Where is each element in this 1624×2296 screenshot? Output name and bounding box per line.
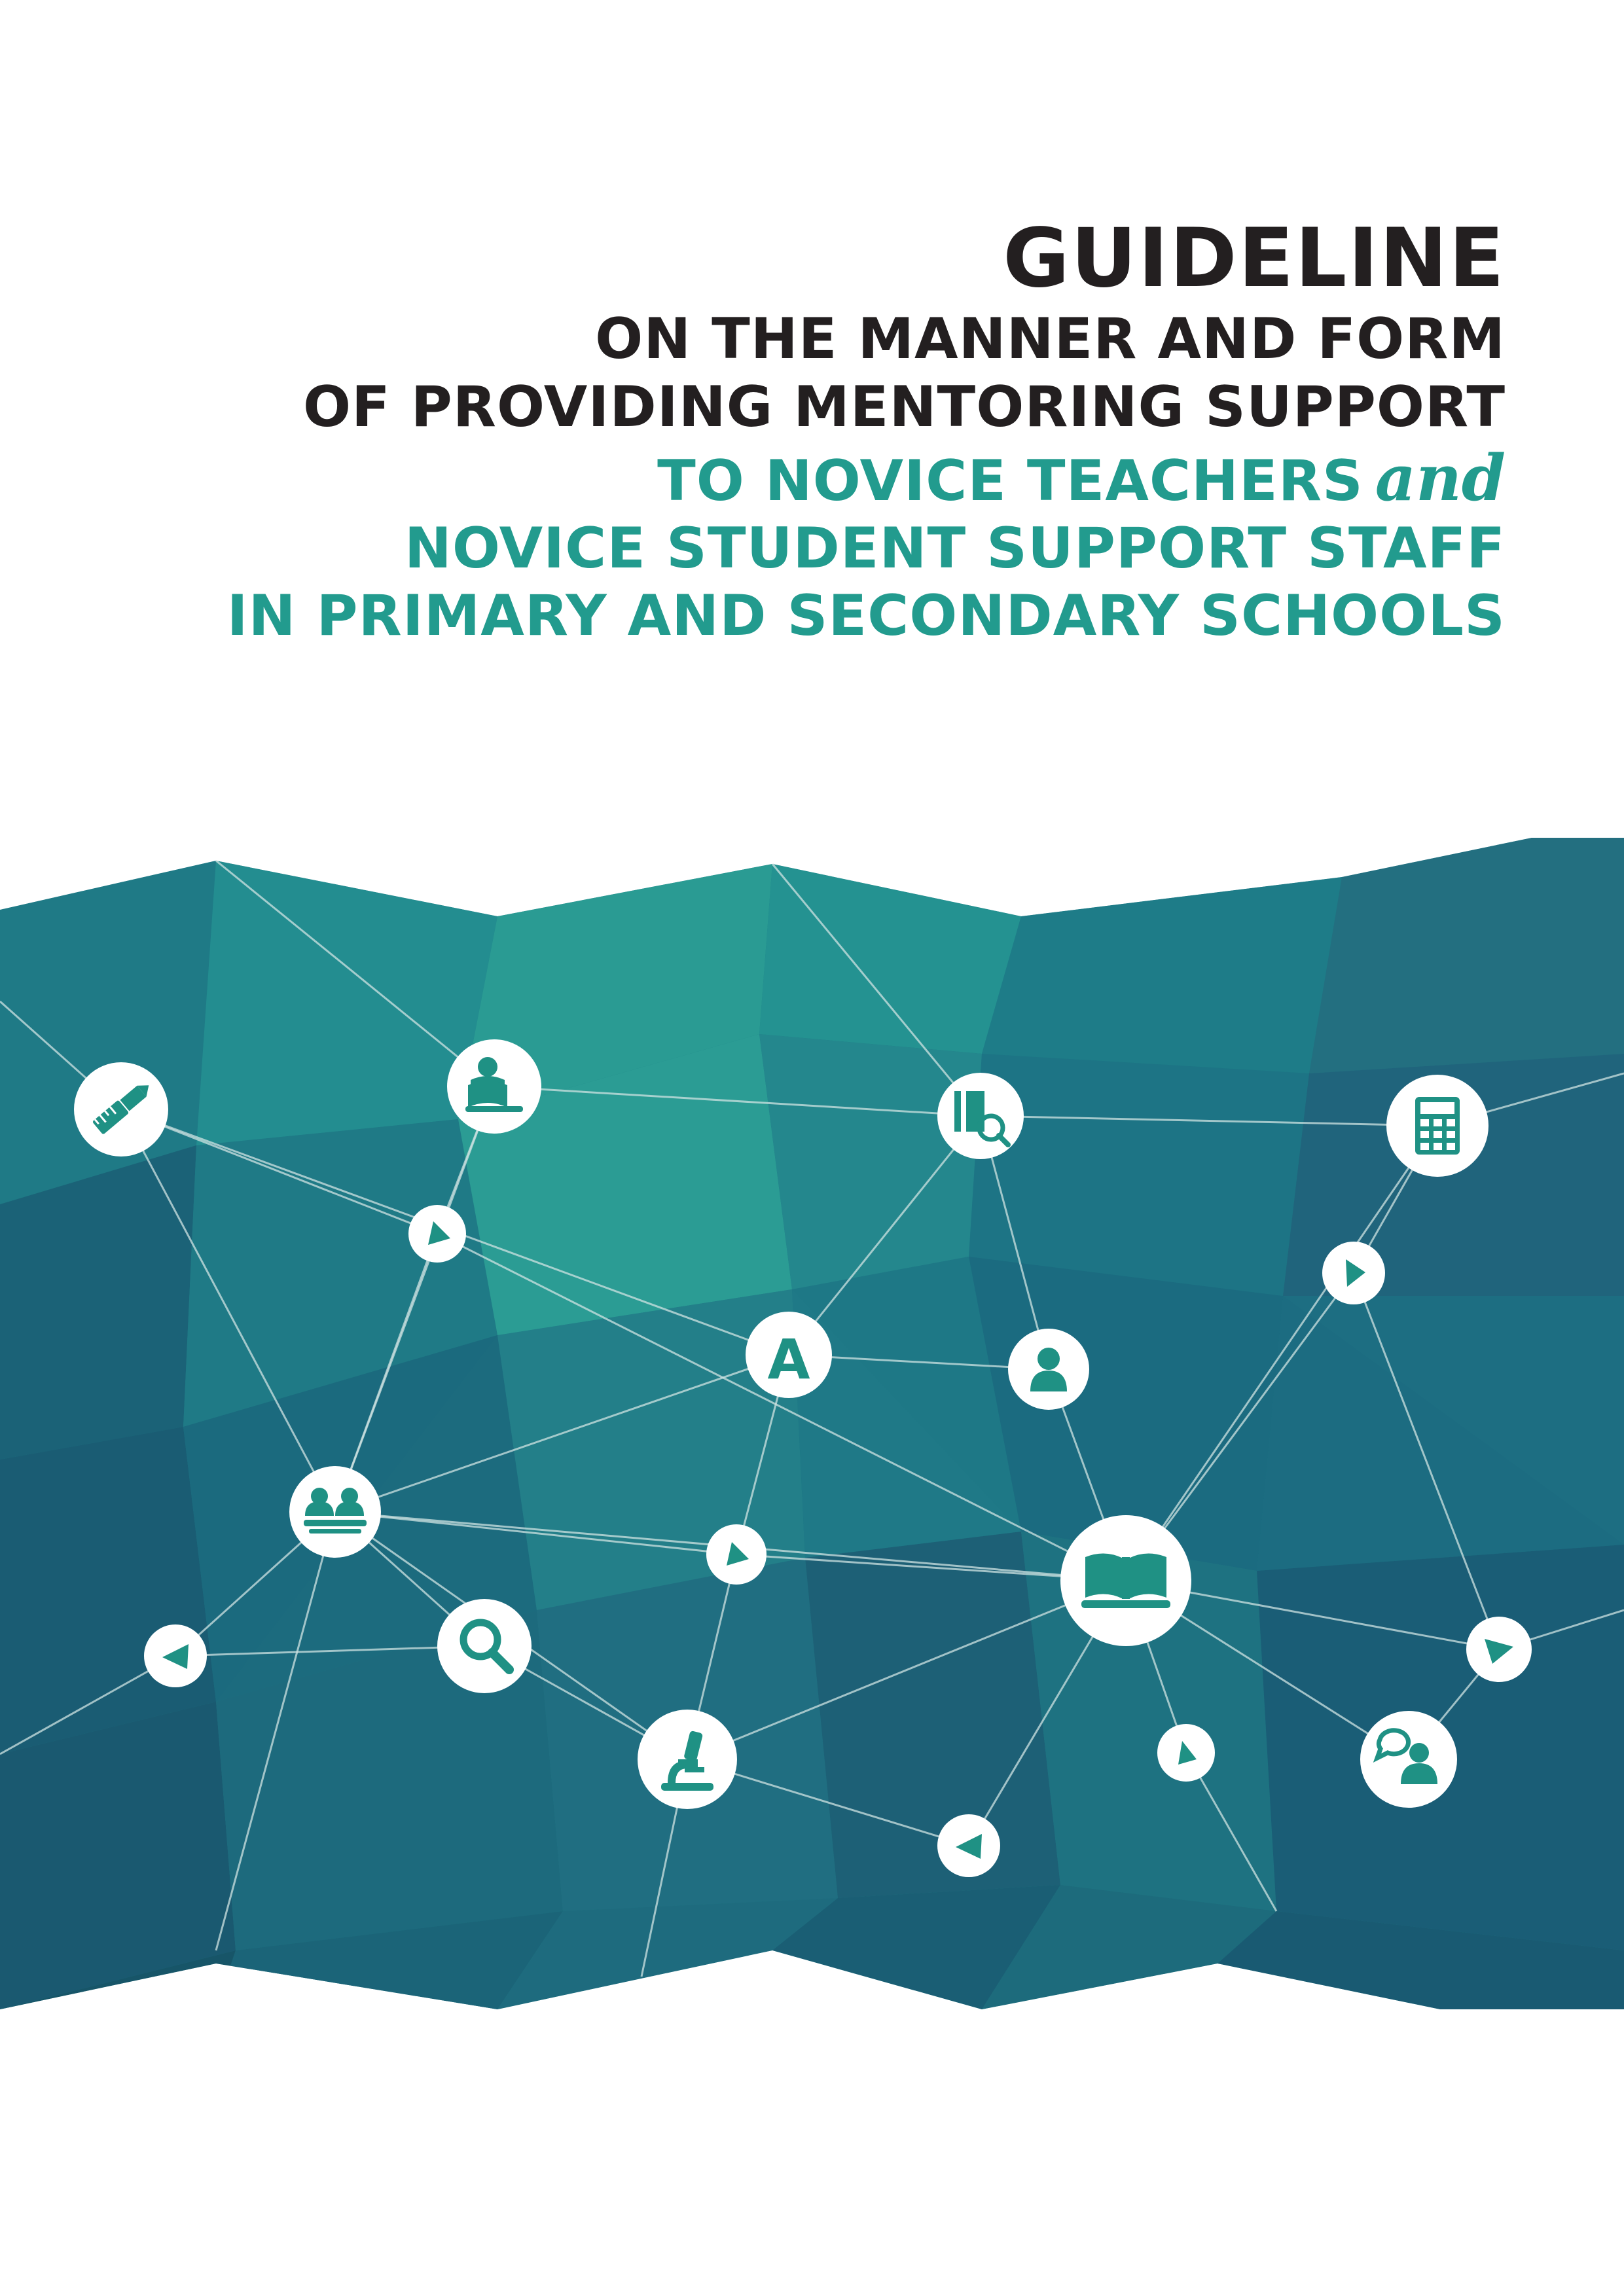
cursor-arrow-icon xyxy=(408,1205,466,1263)
letter-a-glyph: A xyxy=(767,1327,810,1391)
speech-person-icon xyxy=(1360,1711,1457,1808)
open-book-icon xyxy=(1060,1515,1191,1646)
title-subline-3 xyxy=(0,441,1506,515)
polygon-field xyxy=(0,838,1624,2081)
arrow-cursor-icon xyxy=(706,1524,767,1585)
title-subline-1: ON THE MANNER AND FORM xyxy=(595,306,1506,372)
title-subline-5: IN PRIMARY AND SECONDARY SCHOOLS xyxy=(226,583,1506,649)
right-cursor-icon xyxy=(1466,1617,1532,1682)
nav-cursor-icon xyxy=(937,1814,1000,1877)
play-cursor-icon xyxy=(1322,1242,1385,1304)
title-subline-3-text: TO NOVICE TEACHERS xyxy=(657,448,1363,514)
group-people-icon xyxy=(289,1466,381,1558)
book-search-icon xyxy=(937,1073,1024,1159)
title-subline-2: OF PROVIDING MENTORING SUPPORT xyxy=(302,374,1506,440)
letter-a-icon xyxy=(746,1312,832,1398)
calculator-icon xyxy=(1386,1075,1489,1177)
left-cursor-icon xyxy=(144,1624,207,1687)
user-avatar-icon xyxy=(1008,1329,1089,1410)
title-subline-4: NOVICE STUDENT SUPPORT STAFF xyxy=(404,516,1506,581)
ruler-pencil-icon xyxy=(74,1062,168,1157)
reading-person-icon xyxy=(447,1039,541,1134)
page-title: GUIDELINE xyxy=(1003,211,1506,306)
cover-artwork xyxy=(0,838,1624,2081)
network-illustration xyxy=(0,838,1624,2081)
magnifier-icon xyxy=(437,1599,532,1693)
microscope-icon xyxy=(638,1710,737,1809)
up-cursor-icon xyxy=(1157,1724,1215,1782)
cover-title-block xyxy=(0,211,1506,650)
title-script-and: and xyxy=(1375,440,1506,515)
